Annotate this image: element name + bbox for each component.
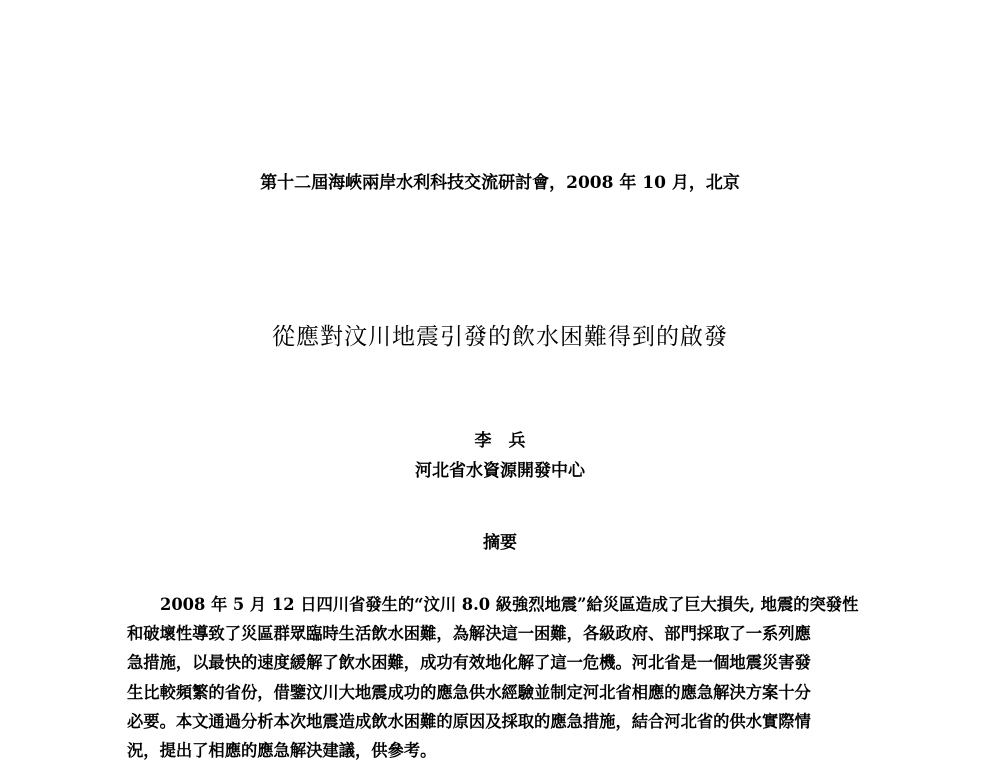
abstract-line: 急措施，以最快的速度緩解了飲水困難，成功有效地化解了這一危機。河北省是一個地震災害發 [127, 653, 811, 673]
abstract-body [127, 590, 889, 765]
abstract-line: 必要。本文通過分析本次地震造成飲水困難的原因及採取的應急措施，結合河北省的供水實際情 [127, 711, 811, 731]
abstract-line: 2008 年 5 月 12 日四川省發生的“汶川 8.0 級強烈地震”給災區造成了巨大損失, 地震的突發性 [160, 595, 859, 614]
paper-title: 從應對汶川地震引發的飲水困難得到的啟發 [272, 324, 728, 350]
author-name: 李 兵 [474, 431, 526, 451]
abstract-line: 生比較頻繁的省份，借鑒汶川大地震成功的應急供水經驗並制定河北省相應的應急解決方案十分 [127, 682, 811, 702]
abstract-heading: 摘要 [483, 533, 517, 553]
abstract-line: 和破壞性導致了災區群眾臨時生活飲水困難，為解決這一困難，各級政府、部門採取了一系列應 [127, 624, 811, 644]
author-affiliation: 河北省水資源開發中心 [415, 461, 585, 481]
abstract-line: 況，提出了相應的應急解決建議，供參考。 [127, 741, 437, 761]
conference-header: 第十二屆海峽兩岸水利科技交流研討會，2008 年 10 月，北京 [260, 173, 740, 193]
